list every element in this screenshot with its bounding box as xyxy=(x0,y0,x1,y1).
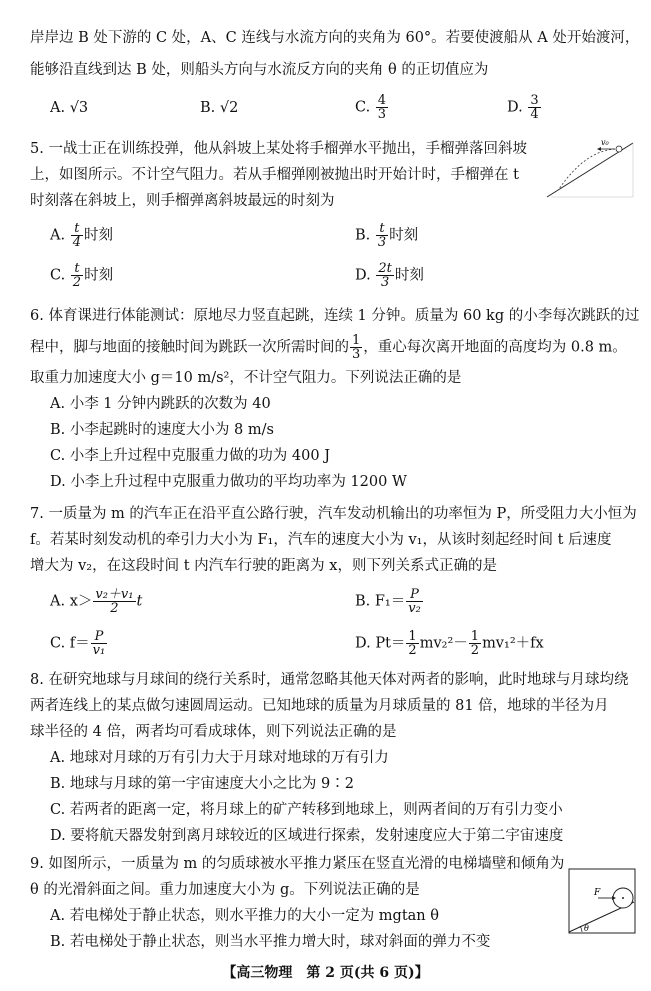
q4-option-c: C. $\frac{4}{3}$ xyxy=(355,93,387,122)
q6-option-b: B. 小李起跳时的速度大小为 8 m/s xyxy=(50,422,274,438)
q5-option-d: D. $\frac{2t}{3}$ 时刻 xyxy=(355,261,424,290)
q8-text-line-3: 球半径的 4 倍，两者均可看成球体，则下列说法正确的是 xyxy=(30,724,397,740)
q8-option-c: C. 若两者的距离一定，将月球上的矿产转移到地球上，则两者间的万有引力变小 xyxy=(50,802,563,818)
q7-text-line-1: 7. 一质量为 m 的汽车正在沿平直公路行驶，汽车发动机输出的功率恒为 P，所受阻力大小恒为 xyxy=(30,506,637,522)
theta-label: θ xyxy=(584,924,589,933)
q6-text-line-3: 取重力加速度大小 g＝10 m/s²，不计空气阻力。下列说法正确的是 xyxy=(30,370,462,386)
v0-label: v₀ xyxy=(601,138,609,147)
q8-option-b: B. 地球与月球的第一宇宙速度大小之比为 9∶2 xyxy=(50,776,354,792)
q8-text-line-1: 8. 在研究地球与月球间的绕行关系时，通常忽略其他天体对两者的影响，此时地球与月球均绕 xyxy=(30,672,629,688)
q8-option-a: A. 地球对月球的万有引力大于月球对地球的万有引力 xyxy=(50,750,389,766)
q9-option-b: B. 若电梯处于静止状态，则当水平推力增大时，球对斜面的弹力不变 xyxy=(50,934,491,950)
q6-option-a: A. 小李 1 分钟内跳跃的次数为 40 xyxy=(50,396,271,412)
q7-text-line-3: 增大为 v₂，在这段时间 t 内汽车行驶的距离为 x，则下列关系式正确的是 xyxy=(30,558,497,574)
q8-option-d: D. 要将航天器发射到离月球较近的区域进行探索，发射速度应大于第二宇宙速度 xyxy=(50,828,564,844)
q9-text-line-1: 9. 如图所示，一质量为 m 的匀质球被水平推力紧压在竖直光滑的电梯墙壁和倾角为 xyxy=(30,856,565,872)
q4-text-line-1: 岸岸边 B 处下游的 C 处，A、C 连线与水流方向的夹角为 60°。若要使渡船从 A 处开始渡河， xyxy=(30,30,640,46)
slope-figure xyxy=(545,135,637,201)
q7-text-line-2: f。若某时刻发动机的牵引力大小为 F₁，汽车的速度大小为 v₁，从该时刻起经时间 t 后速度 xyxy=(30,532,612,548)
q4-option-d: D. $\frac{3}{4}$ xyxy=(507,93,539,122)
q6-text-line-2: 程中，脚与地面的接触时间为跳跃一次所需时间的 $\frac{1}{3}$ ，重心每次离开地面的高度均为 0.8 m。 xyxy=(30,333,627,362)
q7-option-a: A. x＞ $\frac{\text{v₂＋v₁}}{2}$ t xyxy=(50,587,143,616)
q4-text-line-2: 能够沿直线到达 B 处，则船头方向与水流反方向的夹角 θ 的正切值应为 xyxy=(30,62,489,78)
q5-option-a: A. $\frac{t}{4}$ 时刻 xyxy=(50,221,113,250)
q7-option-c: C. f＝ $\frac{P}{\text{v₁}}$ xyxy=(50,629,106,658)
elevator-figure xyxy=(568,868,636,934)
q4-option-b: B. √2 xyxy=(200,100,239,116)
page-footer: 【高三物理 第 2 页(共 6 页)】 xyxy=(222,965,429,981)
q7-option-b: B. F₁＝ $\frac{P}{\text{v₂}}$ xyxy=(355,587,421,616)
q5-option-b: B. $\frac{t}{3}$ 时刻 xyxy=(355,221,419,250)
q8-text-line-2: 两者连线上的某点做匀速圆周运动。已知地球的质量为月球质量的 81 倍，地球的半径为月 xyxy=(30,698,609,714)
q9-text-line-2: θ 的光滑斜面之间。重力加速度大小为 g。下列说法正确的是 xyxy=(30,882,420,898)
q5-text-line-1: 5. 一战士正在训练投弹，他从斜坡上某处将手榴弹水平抛出，手榴弹落回斜坡 xyxy=(30,141,527,157)
q9-option-a: A. 若电梯处于静止状态，则水平推力的大小一定为 mgtan θ xyxy=(50,908,439,924)
q6-text-line-1: 6. 体育课进行体能测试：原地尽力竖直起跳，连续 1 分钟。质量为 60 kg 的小李每次跳跃的过 xyxy=(30,308,640,324)
q6-option-c: C. 小李上升过程中克服重力做的功为 400 J xyxy=(50,448,331,464)
q6-option-d: D. 小李上升过程中克服重力做功的平均功率为 1200 W xyxy=(50,474,407,490)
q5-option-c: C. $\frac{t}{2}$ 时刻 xyxy=(50,261,114,290)
q7-option-d: D. Pt＝ $\frac{1}{2}$ mv₂²－ $\frac{1}{2}$ mv₁²＋fx xyxy=(355,629,544,658)
force-f-label: F xyxy=(594,888,601,898)
q4-option-a: A. √3 xyxy=(50,100,89,116)
q5-text-line-2: 上，如图所示。不计空气阻力。若从手榴弹刚被抛出时开始计时，手榴弹在 t xyxy=(30,167,519,183)
q5-text-line-3: 时刻落在斜坡上，则手榴弹离斜坡最远的时刻为 xyxy=(30,193,335,209)
